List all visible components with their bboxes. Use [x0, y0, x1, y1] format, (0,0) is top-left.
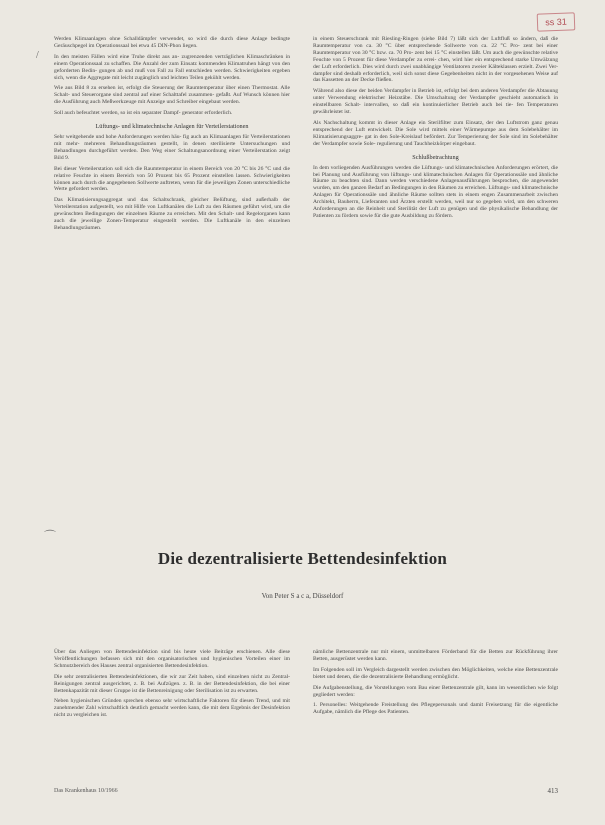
- article-headline: Die dezentralisierte Bettendesinfektion: [157, 549, 448, 568]
- paragraph: Über das Anliegen von Bettendesinfektion sind bis heute viele Beiträge erschienen. Alle diese Veröffentlichungen befassen sich mit den organisatorischen und hygienischen Vorteilen einer im Schmutzbereich des Hauses zentral organisierten Bettendesinfektion.: [54, 649, 290, 669]
- column-bottom-left: [54, 649, 290, 723]
- paragraph: Die sehr zentralisierten Bettendesinfektionen, die wir zur Zeit haben, sind einzelnen nicht zu Zentral-Reinigungen zentral ausgerichtet, z. B. bei Aufzügen. z. B. in der Bettendesinfektion, die bei einer Bettenkapazität mit dieser Gruppe ist die Bettenreinigung oder Sterilisation ist zu erwarten.: [54, 673, 290, 694]
- paragraph: Werden Klimaanlagen ohne Schalldämpfer verwendet, so wird die durch diese Anlage bedingte Geräuschpegel im Operationssaal bei etwa 45 DIN-Phon liegen.: [54, 36, 290, 49]
- paragraph: nämliche Bettenzentrale nur mit einem, unmittelbaren Förderband für die Betten zur Rückführung ihrer Betten, ausgerüstet werden kann.: [313, 649, 558, 662]
- paragraph: Die Aufgabenstellung, die Vorstellungen vom Bau einer Bettenzentrale gilt, kann im wesentlichen wie folgt gegliedert werden:: [313, 684, 558, 698]
- paragraph: in einem Steuerschrank mit Riesling-Ringen (siehe Bild 7) läßt sich der Luftfluß so ändern, daß die Raumtemperatur von ca. 30 °C über entsprechende Sollwerte von ca. 22 °C Pro- zent bei einer Raumtemperatur von 30 °C bzw. ca. 70 Pro- zent bei 15 °C einstellen läßt. Um auch die gewünschte relative Feuchte von 5 Prozent für diese Verdampfer zu errei- chen, wird hier ein entsprechend starke Umwälzung der Luft erforderlich. Dies wird durch zwei unabhängige Ventilatoren zweier Kälteklassen erzielt. Zwei Ver- dampfer sind deshalb erforderlich, weil sich sonst diese Gegebenheiten nicht in der vorgesehenen Weise auf das Kassetten an der Decke fließen.: [313, 36, 558, 84]
- margin-mark: ⌒: [44, 529, 57, 543]
- paragraph: Wie aus Bild 8 zu ersehen ist, erfolgt die Steuerung der Raumtemperatur über einen Thermostat. Alle Schalt- und Steuerorgane sind zentral auf einer Schalttafel zusammen- gefaßt. Auf Wunsch können hier die Ausführung auch Meßwerkzeuge mit Anzeige und Schreiber eingebaut werden.: [54, 85, 290, 106]
- column-top-right: [313, 36, 558, 224]
- journal-footer: Das Krankenhaus 10/1966: [54, 788, 118, 794]
- paragraph: Bei dieser Verteilerstation soll sich die Raumtemperatur in einem Bereich von 20 °C bis 26 °C und die relative Feuchte in einem Bereich von 50 Prozent bis 65 Prozent einstellen lassen. Schwierigkeiten können auch durch die angegebenen Sollwerte auftreten, wenn für die jeweiligen Zonen unterschiedliche Werte gefordert werden.: [54, 165, 290, 193]
- paragraph: In den meisten Fällen wird eine Truhe direkt aus an- zugrenzenden verträglichen Klimaschränken in einem Operationssaal zu schaffen. Die Anzahl der zum Einsatz kommenden Klimatruhen hängt von den geforderten Bedin- gungen ab und muß von Fall zu Fall entschieden werden. Schwierigkeiten ergeben sich, wenn die Aggregate mit leicht zugänglich und leichten Teilen gekühlt werden.: [54, 53, 290, 81]
- paragraph: Als Nachschaltung kommt in dieser Anlage ein Sterilfilter zum Einsatz, der den Luftstrom ganz genau entsprechend der Luft entwickelt. Die Sole wird mittels einer Wärmepumpe aus dem Solebehälter im Klimatisierungsaggre- gat in den Sole-Kreislauf befördert. Zur Temperierung der Sole sind im Solebehälter der Verdampfer sowie Sole- regulierung und Tauchheizkörper eingebaut.: [313, 119, 558, 147]
- paragraph: Im Folgenden soll im Vergleich dargestellt werden zwischen den Möglichkeiten, welche eine Bettenzentrale bietet und denen, die die dezentralisierte Behandlung ermöglicht.: [313, 666, 558, 680]
- paragraph: Das Klimatisierungsaggregat und das Schaltschrank, gleicher Belüftung, sind außerhalb der Verteilerstation aufgestellt, wo mit Hilfe von Luftkanälen die Luft zu den Räumen geführt wird, um die gewünschten Bedingungen der einzelnen Räume zu erreichen. Mit den Schalt- und Regelorganen kann auch die jeweilige Zonen-Temperatur eingestellt werden. Die Luftkanäle in den einzelnen Behandlungsräumen.: [54, 197, 290, 231]
- column-bottom-right: [313, 649, 558, 720]
- paragraph: Während also diese der beiden Verdampfer in Betrieb ist, erfolgt bei dem anderen Verdampfer die Abtauung unter Verwendung elektrischer Heizstäbe. Die Umschaltung der Verdampfer geschieht automatisch in einstellbaren Schalt- intervallen, so daß ein kontinuierlicher Betrieb auch bei tie- fen Temperaturen gewährleistet ist.: [313, 88, 558, 116]
- article-byline: Von Peter S a c a, Düsseldorf: [261, 592, 344, 600]
- column-top-left: [54, 36, 290, 236]
- paragraph: Neben hygienischen Gründen sprechen ebenso sehr wirtschaftliche Faktoren für diesen Trend, und mit zunehmender Zahl wirtschaftlich deutlich gemacht werden kann, die mit dem Ergebnis der Desinfektion nicht zu vergleichen ist.: [54, 698, 290, 719]
- paragraph: Sehr weitgehende und hohe Anforderungen werden häu- fig auch an Klimaanlagen für Verteilerstationen mit mehr- mehreren Behandlungsräumen gestellt, in denen sterilisierte Untersuchungen und Behandlungen durchgeführt werden. Den Weg einer Schaltungsanordnung einer Verteilerstation zeigt Bild 9.: [54, 134, 290, 161]
- paragraph: 1. Personelles: Weitgehende Freistellung des Pflegepersonals und damit Freisetzung für die eigentliche Aufgabe, nämlich die Pflege des Patienten.: [313, 702, 558, 716]
- margin-mark: /: [36, 50, 39, 61]
- section-heading: Lüftungs- und klimatechnische Anlagen für Verteilerstationen: [95, 123, 249, 131]
- page-number: 413: [547, 787, 558, 795]
- section-heading: Schlußbetrachtung: [412, 153, 459, 161]
- paragraph: In dem vorliegenden Ausführungen werden die Lüftungs- und klimatechnischen Anforderungen erörtert, die bei Planung und Ausführung von lüftungs- und klimatechnischen Anlagen für Operationssäle und ähnliche Räume zu beachten sind. Dann werden verschiedene Anlagenausführungen besprochen, die angewendet wurden, um den ganzen Bedarf an Bedingungen in den Räumen zu erreichen. Lüftungs- und klimatechnische Anlagen für Operationssäle und ähnliche Räume sollten stets in einem engen Zusammenarbeit zwischen Architekt, Bauherrn, Lieferanten und Ärzten erstellt werden, weil nur so gegeben wird, um den schweren Anforderungen an die Reinheit und Sterilität der Luft zu genügen und die physikalische Behandlung der Patienten zu fördern sowie für die gute Ausbildung zu fördern.: [313, 164, 558, 219]
- archive-stamp: ss 31: [537, 12, 576, 31]
- paragraph: Soll auch befeuchtet werden, so ist ein separater Dampf- generator erforderlich.: [54, 110, 233, 117]
